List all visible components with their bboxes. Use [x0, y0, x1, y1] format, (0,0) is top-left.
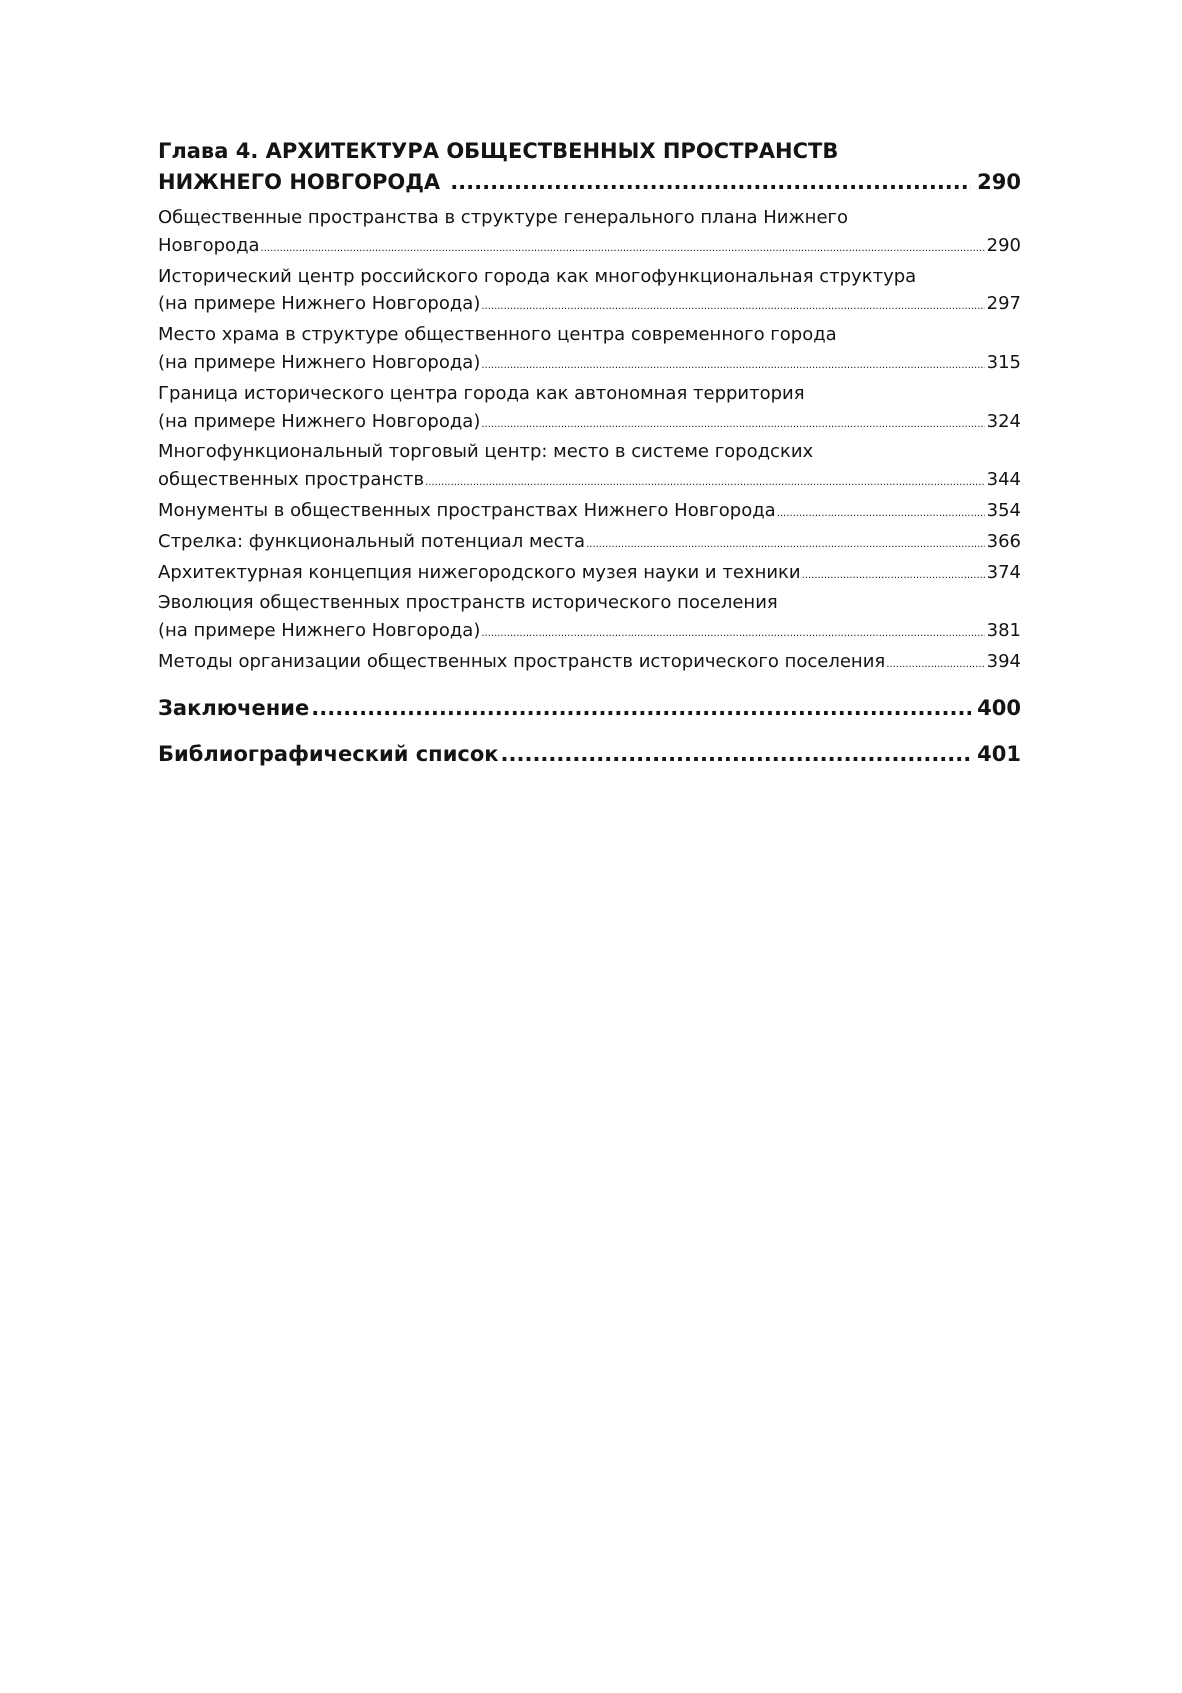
page-number: 297: [986, 293, 1021, 315]
entry-title-line-2: (на примере Нижнего Новгорода): [158, 620, 481, 642]
page-number: 315: [986, 351, 1021, 373]
dot-leader: [501, 739, 972, 769]
entry-title: Стрелка: функциональный потенциал места: [158, 530, 586, 552]
chapter-title-line-2: НИЖНЕГО НОВГОРОДА: [158, 170, 441, 194]
page-number: 381: [986, 620, 1021, 642]
toc-entry[interactable]: [158, 438, 1021, 497]
page-number: 394: [986, 650, 1021, 672]
table-of-contents: [158, 136, 1021, 769]
dot-leader: [777, 500, 985, 528]
toc-entry[interactable]: [158, 589, 1021, 648]
page-number: 374: [986, 561, 1021, 583]
toc-entry[interactable]: [158, 263, 1021, 322]
page-number: 290: [977, 170, 1021, 194]
toc-entry-conclusion[interactable]: [158, 693, 1021, 723]
dot-leader: [311, 693, 971, 723]
conclusion-title: Заключение: [158, 695, 310, 720]
page-number: 354: [986, 499, 1021, 521]
entry-title-line-1: Место храма в структуре общественного центра современного города: [158, 324, 837, 346]
entry-title: Методы организации общественных пространств исторического поселения: [158, 650, 886, 672]
toc-entry[interactable]: [158, 497, 1021, 528]
toc-entry[interactable]: [158, 648, 1021, 679]
dot-leader: [586, 531, 985, 559]
entry-title: Монументы в общественных пространствах Нижнего Новгорода: [158, 499, 776, 521]
entry-title-line-2: (на примере Нижнего Новгорода): [158, 410, 481, 432]
page-number: 344: [986, 469, 1021, 491]
chapter-title-line-1: Глава 4. АРХИТЕКТУРА ОБЩЕСТВЕННЫХ ПРОСТРАНСТВ: [158, 139, 839, 163]
page-number: 290: [986, 234, 1021, 256]
toc-entry[interactable]: [158, 559, 1021, 590]
toc-entry[interactable]: [158, 380, 1021, 439]
toc-entry[interactable]: [158, 204, 1021, 263]
dot-leader: [481, 620, 984, 648]
entry-title-line-2: общественных пространств: [158, 469, 425, 491]
entry-title-line-1: Эволюция общественных пространств исторического поселения: [158, 592, 778, 614]
entry-title-line-1: Многофункциональный торговый центр: место в системе городских: [158, 441, 814, 463]
dot-leader: [261, 235, 985, 263]
page-number: 400: [977, 695, 1021, 720]
toc-entry[interactable]: [158, 528, 1021, 559]
page-number: 324: [986, 410, 1021, 432]
page-number: 366: [986, 530, 1021, 552]
toc-entry-bibliography[interactable]: [158, 739, 1021, 769]
entry-title-line-1: Исторический центр российского города как многофункциональная структура: [158, 265, 917, 287]
entry-title-line-2: (на примере Нижнего Новгорода): [158, 293, 481, 315]
entry-title-line-1: Общественные пространства в структуре генерального плана Нижнего: [158, 207, 848, 228]
entry-title: Архитектурная концепция нижегородского музея науки и техники: [158, 561, 801, 583]
dot-leader: [481, 352, 984, 380]
toc-entry[interactable]: [158, 321, 1021, 380]
bibliography-title: Библиографический список: [158, 741, 499, 766]
entry-title-line-1: Граница исторического центра города как автономная территория: [158, 382, 805, 404]
dot-leader: [425, 469, 985, 497]
dot-leader: [886, 651, 984, 679]
dot-leader: [481, 293, 984, 321]
page-number: 401: [977, 741, 1021, 766]
entry-title-line-2: (на примере Нижнего Новгорода): [158, 351, 481, 373]
dot-leader: [481, 411, 984, 439]
chapter-heading[interactable]: [158, 136, 1021, 198]
entry-title-line-2: Новгорода: [158, 234, 260, 256]
dot-leader: [802, 562, 985, 590]
section-list: [158, 204, 1021, 679]
dot-leader: [450, 167, 971, 198]
